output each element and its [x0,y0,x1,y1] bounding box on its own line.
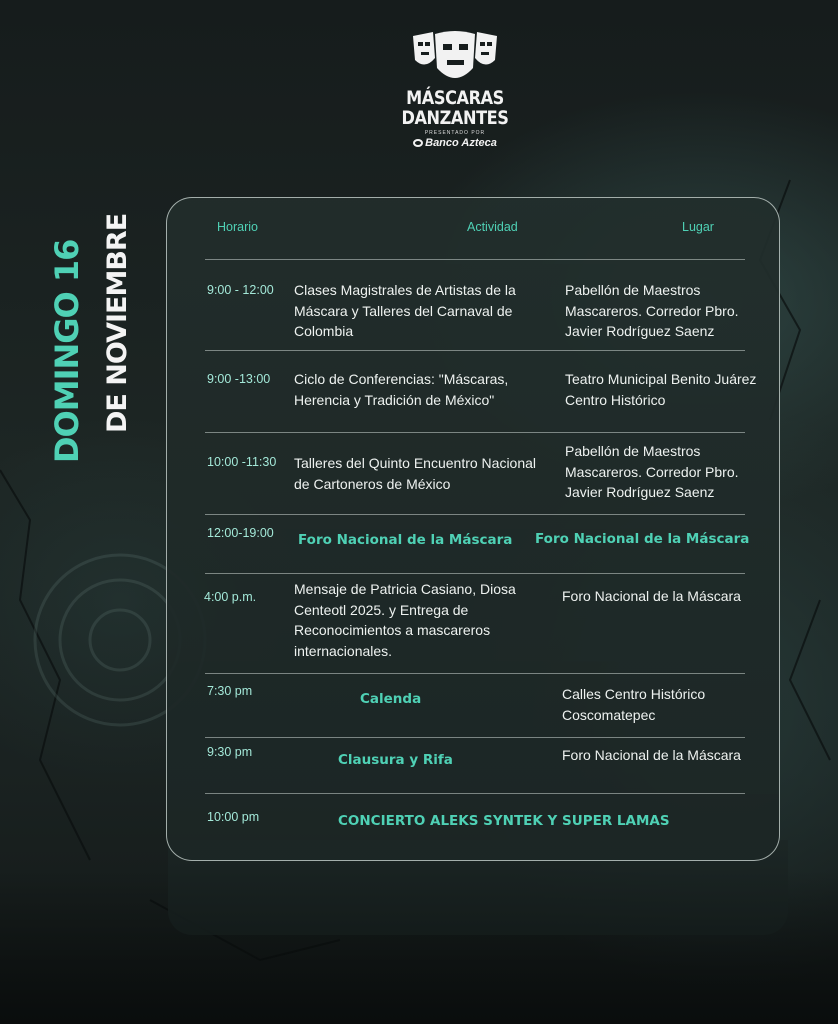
divider [205,259,745,260]
sponsor-name: Banco Azteca [425,137,497,149]
row-place: Teatro Municipal Benito Juárez Centro Histórico [565,371,757,408]
row-place: Foro Nacional de la Máscara [535,531,750,547]
divider [205,432,745,433]
date-line-1: DOMINGO 16 [48,239,86,463]
masks-icon [409,28,501,86]
row-place: Pabellón de Maestros Mascareros. Corredor Pbro. Javier Rodríguez Saenz [565,443,739,500]
divider [205,673,745,674]
row-activity: Ciclo de Conferencias: "Máscaras, Herencia y Tradición de México" [294,371,509,408]
row-activity: CONCIERTO ALEKS SYNTEK Y SUPER LAMAS [338,813,670,829]
row-time: 9:00 -13:00 [207,372,271,386]
row-activity: Mensaje de Patricia Casiano, Diosa Centeotl 2025. y Entrega de Reconocimientos a mascareros internacionales. [294,581,516,659]
header-time: Horario [217,220,258,234]
row-time: 9:30 pm [207,745,253,759]
date-line-2: DE NOVIEMBRE [102,213,133,433]
row-activity: Clausura y Rifa [338,752,453,768]
row-time: 9:00 - 12:00 [207,283,274,297]
row-time: 10:00 pm [207,810,260,824]
divider [205,350,745,351]
presented-by: PRESENTADO POR [424,130,486,136]
row-activity: Calenda [360,691,422,707]
divider [205,793,745,794]
row-place: Foro Nacional de la Máscara [562,588,741,604]
row-place: Pabellón de Maestros Mascareros. Corredor Pbro. Javier Rodríguez Saenz [565,282,739,339]
schedule-table [166,197,780,861]
row-time: 7:30 pm [207,684,253,698]
header-place: Lugar [682,220,714,234]
row-place: Calles Centro Histórico Coscomatepec [562,686,706,723]
brand-line-2: DANZANTES [401,107,509,129]
divider [205,514,745,515]
row-activity: Foro Nacional de la Máscara [298,532,513,548]
row-time: 10:00 -11:30 [207,455,277,469]
row-time: 4:00 p.m. [204,590,257,604]
header-activity: Actividad [467,220,518,234]
divider [205,573,745,574]
brand-logo [380,28,530,149]
row-place: Foro Nacional de la Máscara [562,747,741,763]
sponsor-logo [380,137,530,149]
sponsor-icon [413,139,423,147]
divider [205,737,745,738]
row-time: 12:00-19:00 [207,526,274,540]
row-activity: Talleres del Quinto Encuentro Nacional de Cartoneros de México [294,455,537,492]
row-activity: Clases Magistrales de Artistas de la Máscara y Talleres del Carnaval de Colombia [294,282,516,339]
date-title [40,215,140,465]
brand-line-1: MÁSCARAS [406,87,504,109]
